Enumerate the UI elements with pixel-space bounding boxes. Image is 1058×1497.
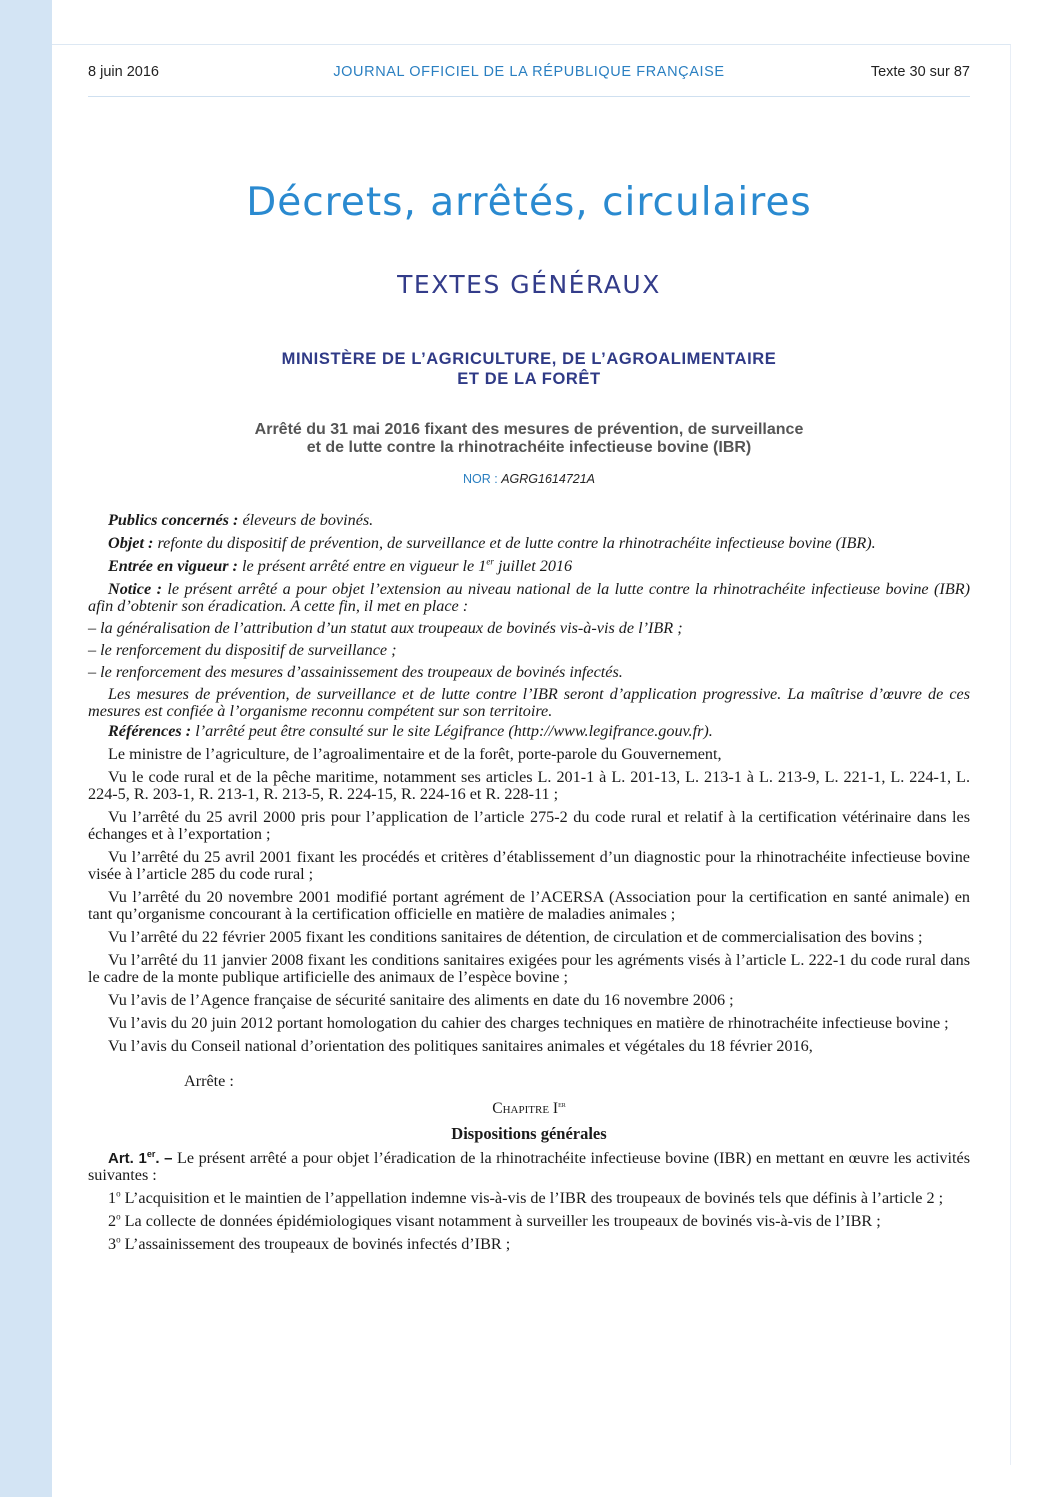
chapter-heading bbox=[88, 1100, 970, 1117]
entree-text bbox=[242, 557, 572, 575]
nor-label: NOR : bbox=[462, 472, 498, 486]
article-1-label-sup: er bbox=[146, 1149, 156, 1159]
item-degree: o bbox=[116, 1188, 121, 1199]
entree-text-after: juillet 2016 bbox=[497, 557, 573, 575]
header-rule bbox=[88, 96, 970, 97]
header-journal-title: JOURNAL OFFICIEL DE LA RÉPUBLIQUE FRANÇAISE bbox=[333, 64, 725, 80]
article-1-label-suffix: . – bbox=[155, 1150, 173, 1167]
header-texte-count: Texte 30 sur 87 bbox=[870, 64, 970, 80]
entree-paragraph bbox=[88, 558, 970, 575]
header-date: 8 juin 2016 bbox=[88, 64, 159, 80]
arrete-title bbox=[0, 421, 1058, 457]
preamble-vu: Vu l’arrêté du 11 janvier 2008 fixant les conditions sanitaires exigées pour les agréments visés à l’article L. 222-1 du code rural dans le cadre de la monte publique artificielle des animaux de l’espèce bovine ; bbox=[88, 951, 970, 986]
running-header bbox=[88, 64, 970, 86]
article-1-item bbox=[88, 1213, 970, 1230]
ministry-line-1: MINISTÈRE DE L’AGRICULTURE, DE L’AGROALIMENTAIRE bbox=[281, 350, 777, 368]
article-1-item bbox=[88, 1190, 970, 1207]
item-text: La collecte de données épidémiologiques visant notamment à surveiller les troupeaux de bovinés vis-à-vis de l’IBR ; bbox=[124, 1212, 881, 1230]
preamble-vu: Vu l’arrêté du 25 avril 2000 pris pour l’application de l’article 275-2 du code rural et relatif à la certification vétérinaire dans les échanges et à l’exportation ; bbox=[88, 808, 970, 843]
item-text: L’acquisition et le maintien de l’appellation indemne vis-à-vis de l’IBR des troupeaux de bovinés tels que définis à l’article 2 ; bbox=[124, 1189, 944, 1207]
preamble-vu: Vu l’arrêté du 22 février 2005 fixant les conditions sanitaires de détention, de circulation et de commercialisation des bovins ; bbox=[108, 928, 923, 946]
references-label: Références : bbox=[108, 722, 192, 740]
ministry-heading bbox=[0, 349, 1058, 389]
publics-label: Publics concernés : bbox=[108, 511, 239, 529]
preamble-vu: Vu l’avis du Conseil national d’orientation des politiques sanitaires animales et végétales du 18 février 2016, bbox=[108, 1037, 813, 1055]
article-1-label bbox=[108, 1150, 172, 1167]
notice-item: – le renforcement des mesures d’assainissement des troupeaux de bovinés infectés. bbox=[88, 663, 623, 681]
preamble-vu: Vu le code rural et de la pêche maritime, notamment ses articles L. 201-1 à L. 201-13, L. 213-1 à L. 213-9, L. 221-1, L. 224-1, L. 224-5, R. 203-1, R. 213-1, R. 213-5, R. 224-15, R. 224-16 et R. 228-11 ; bbox=[88, 768, 970, 803]
notice-label: Notice : bbox=[108, 580, 162, 598]
article-1-text: Le présent arrêté a pour objet l’éradication de la rhinotrachéite infectieuse bovine (IBR) en mettant en œuvre les activités suivantes : bbox=[88, 1149, 971, 1184]
references-text: l’arrêté peut être consulté sur le site Légifrance (http://www.legifrance.gouv.fr). bbox=[195, 722, 713, 740]
preamble-vu: Vu l’avis de l’Agence française de sécurité sanitaire des aliments en date du 16 novembre 2006 ; bbox=[108, 991, 734, 1009]
item-text: L’assainissement des troupeaux de bovinés infectés d’IBR ; bbox=[124, 1235, 511, 1253]
references-paragraph bbox=[88, 723, 970, 740]
item-number: 2 bbox=[108, 1212, 117, 1230]
entree-label: Entrée en vigueur : bbox=[108, 557, 238, 575]
item-number: 1 bbox=[108, 1189, 117, 1207]
item-degree: o bbox=[116, 1234, 121, 1245]
preamble-vu: Vu l’avis du 20 juin 2012 portant homologation du cahier des charges techniques en matière de rhinotrachéite infectieuse bovine ; bbox=[108, 1014, 949, 1032]
entree-text-before: le présent arrêté entre en vigueur le 1 bbox=[242, 557, 487, 575]
article-1 bbox=[88, 1150, 970, 1184]
document-body bbox=[88, 512, 970, 1259]
nor-code: AGRG1614721A bbox=[501, 472, 596, 486]
chapter-label: Chapitre I bbox=[492, 1100, 559, 1117]
arrete-word: Arrête : bbox=[184, 1072, 234, 1090]
item-degree: o bbox=[116, 1211, 121, 1222]
nor-reference bbox=[0, 472, 1058, 486]
section-title: TEXTES GÉNÉRAUX bbox=[397, 270, 661, 299]
preamble-vu: Vu l’arrêté du 20 novembre 2001 modifié portant agrément de l’ACERSA (Association pour la certification en santé animale) en tant qu’organisme concourant à la certification officielle en matière de maladies animales ; bbox=[88, 888, 970, 923]
arrete-title-line-1: Arrêté du 31 mai 2016 fixant des mesures de prévention, de surveillance bbox=[254, 421, 804, 438]
notice-item: – le renforcement du dispositif de surveillance ; bbox=[88, 641, 397, 659]
ministry-line-2: ET DE LA FORÊT bbox=[457, 370, 601, 388]
preamble-ministre: Le ministre de l’agriculture, de l’agroalimentaire et de la forêt, porte-parole du Gouvernement, bbox=[108, 745, 722, 763]
page-title: Décrets, arrêtés, circulaires bbox=[246, 180, 812, 225]
article-1-label-text: Art. 1 bbox=[108, 1150, 147, 1167]
notice-paragraph bbox=[88, 581, 970, 615]
chapter-sup: er bbox=[558, 1098, 566, 1109]
notice-item: – la généralisation de l’attribution d’un statut aux troupeaux de bovinés vis-à-vis de l’IBR ; bbox=[88, 619, 683, 637]
article-1-item bbox=[88, 1236, 970, 1253]
objet-text: refonte du dispositif de prévention, de surveillance et de lutte contre la rhinotrachéite infectieuse bovine (IBR). bbox=[157, 534, 876, 552]
preamble-vu: Vu l’arrêté du 25 avril 2001 fixant les procédés et critères d’établissement d’un diagnostic pour la rhinotrachéite infectieuse bovine visée à l’article 285 du code rural ; bbox=[88, 848, 970, 883]
objet-label: Objet : bbox=[108, 534, 154, 552]
arrete-title-line-2: et de lutte contre la rhinotrachéite infectieuse bovine (IBR) bbox=[306, 439, 752, 456]
publics-paragraph bbox=[88, 512, 970, 529]
publics-text: éleveurs de bovinés. bbox=[242, 511, 374, 529]
mesures-paragraph: Les mesures de prévention, de surveillance et de lutte contre l’IBR seront d’application progressive. La maîtrise d’œuvre de ces mesures est confiée à l’organisme reconnu compétent sur son territoire. bbox=[88, 685, 970, 720]
entree-sup: er bbox=[486, 556, 494, 567]
notice-text: le présent arrêté a pour objet l’extension au niveau national de la lutte contre la rhinotrachéite infectieuse bovine (IBR) afin d’obtenir son éradication. A cette fin, il met en place : bbox=[88, 580, 970, 615]
objet-paragraph bbox=[88, 535, 970, 552]
chapter-title: Dispositions générales bbox=[451, 1124, 607, 1143]
item-number: 3 bbox=[108, 1235, 117, 1253]
